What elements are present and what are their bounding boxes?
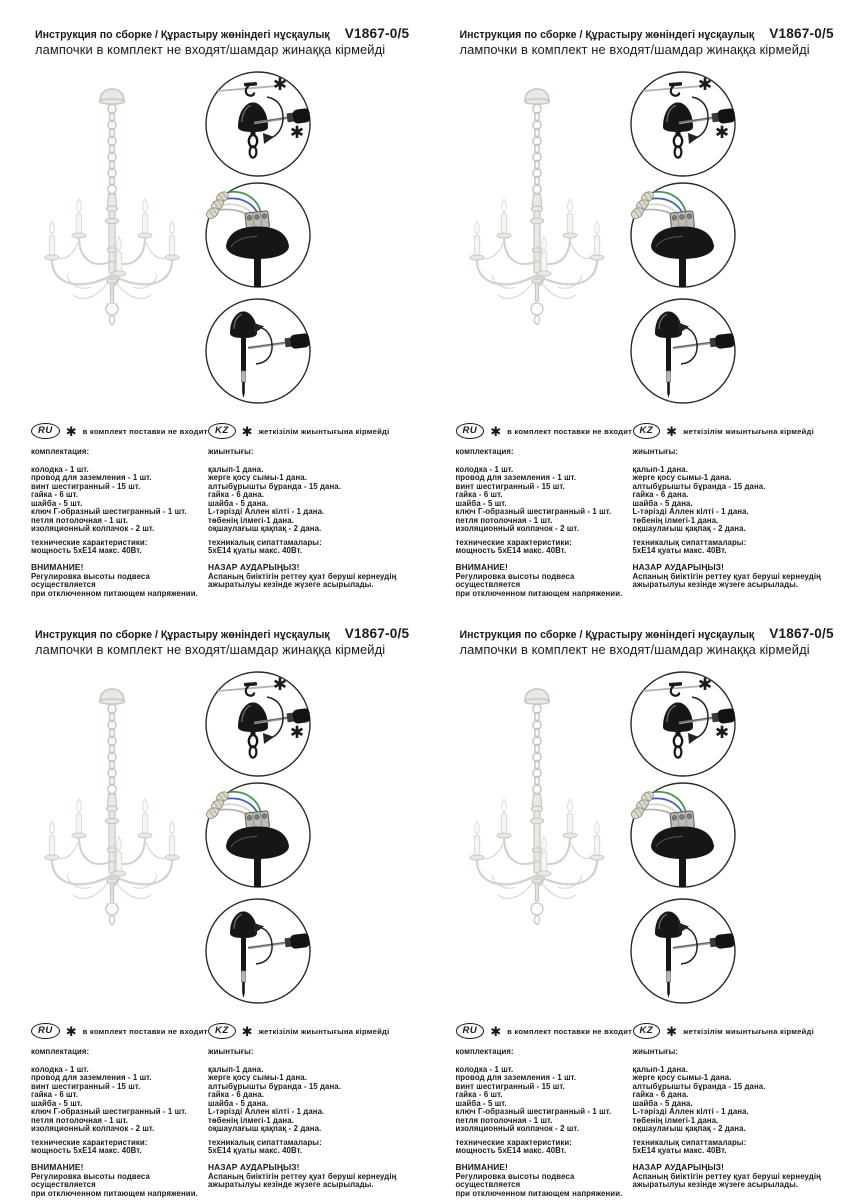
kz-badge: KZ <box>633 1023 661 1039</box>
asterisk-icon: ✱ <box>241 1024 253 1039</box>
header-subtitle: лампочки в комплект не входят/шамдар жинаққа кірмейді <box>35 642 386 657</box>
part-list-item: оқшаулағыш қақпақ - 2 дана. <box>208 1124 322 1133</box>
ru-tech-title: технические характеристики: <box>455 537 573 547</box>
kz-tech-value: 5хЕ14 қуаты макс. 40Вт. <box>208 1146 303 1155</box>
ru-warning <box>31 563 203 599</box>
step-2-wiring-diagram <box>629 781 737 889</box>
kz-warning-title: НАЗАР АУДАРЫҢЫЗ! <box>632 561 724 572</box>
part-list-item: шайба - 5 дана. <box>208 1098 269 1108</box>
kz-parts-list <box>633 1066 845 1134</box>
ru-list-title: комплектация: <box>31 1047 90 1056</box>
part-list-item: алтыбұрышты бұранда - 15 дана. <box>208 1081 341 1091</box>
kz-list-title: жиынтығы: <box>632 447 679 456</box>
part-list-item: ключ Г-образный шестигранный - 1 шт. <box>31 1107 187 1116</box>
footnote-asterisk: ✱ <box>272 75 288 95</box>
part-list-item: петля потолочная - 1 шт. <box>31 1115 129 1125</box>
part-list-item: қалып-1 дана. <box>632 464 688 474</box>
part-list-item: провод для заземления - 1 шт. <box>31 1073 152 1082</box>
part-list-item: гайка - 6 дана. <box>632 490 689 499</box>
kz-warning <box>633 1163 845 1190</box>
part-list-item: гайка - 6 дана. <box>632 1090 689 1099</box>
ru-parts-list <box>31 1066 203 1134</box>
ru-list-title: комплектация: <box>31 447 90 456</box>
kz-warning-line: ажыратылуы кезінде жүзеге асырылады. <box>632 1180 799 1189</box>
part-list-item: изоляционный колпачок - 2 шт. <box>455 524 579 533</box>
part-list-item: гайка - 6 шт. <box>455 490 503 499</box>
part-list-item: жерге қосу сымы-1 дана. <box>208 473 307 482</box>
ru-footnote-text: в комплект поставки не входит <box>507 426 633 436</box>
part-list-item: гайка - 6 шт. <box>31 490 79 499</box>
kz-footnote <box>633 423 814 439</box>
ru-tech-value: мощность 5хЕ14 макс. 40Вт. <box>455 546 567 555</box>
header-subtitle: лампочки в комплект не входят/шамдар жинаққа кірмейді <box>459 642 810 657</box>
part-list-item: L-тәрізді Аллен кілті - 1 дана. <box>208 1107 325 1116</box>
ru-footnote-text: в комплект поставки не входит <box>82 1026 208 1036</box>
ru-parts-column <box>31 1048 203 1198</box>
part-list-item: изоляционный колпачок - 2 шт. <box>31 1124 155 1133</box>
part-list-item: винт шестигранный - 15 шт. <box>31 481 141 491</box>
part-list-item: L-тәрізді Аллен кілті - 1 дана. <box>632 507 749 516</box>
part-list-item: изоляционный колпачок - 2 шт. <box>455 1124 579 1133</box>
part-list-item: ключ Г-образный шестигранный - 1 шт. <box>455 1107 612 1116</box>
part-list-item: алтыбұрышты бұранда - 15 дана. <box>208 481 341 491</box>
part-list-item: шайба - 5 шт. <box>31 498 83 508</box>
asterisk-icon: ✱ <box>65 424 77 439</box>
kz-footnote-text: жеткізілім жиынтығына кірмейді <box>683 1026 814 1036</box>
ru-badge: RU <box>31 1023 60 1039</box>
kz-footnote-text: жеткізілім жиынтығына кірмейді <box>683 426 814 436</box>
ru-warning-line: Регулировка высоты подвеса осуществляется <box>455 1171 575 1189</box>
part-list-item: петля потолочная - 1 шт. <box>455 1115 553 1125</box>
part-list-item: төбенің ілмегі-1 дана. <box>208 1115 294 1125</box>
chandelier-illustration <box>463 84 611 376</box>
kz-parts-list <box>633 466 845 534</box>
step-2-wiring-diagram <box>204 181 312 289</box>
step-3-height-adjust-diagram <box>204 897 312 1005</box>
kz-tech-specs <box>208 1139 420 1156</box>
ru-parts-list <box>456 466 628 534</box>
part-list-item: колодка - 1 шт. <box>31 464 89 474</box>
kz-tech-title: техникалық сипаттамалары: <box>208 537 322 547</box>
kz-footnote-text: жеткізілім жиынтығына кірмейді <box>258 426 390 436</box>
part-list-item: винт шестигранный - 15 шт. <box>31 1081 141 1091</box>
kz-warning <box>208 1163 420 1190</box>
kz-tech-specs <box>208 539 420 556</box>
part-list-item: оқшаулағыш қақпақ - 2 дана. <box>208 524 322 533</box>
ru-footnote-text: в комплект поставки не входит <box>507 1026 633 1036</box>
header-title: Инструкция по сборке / Құрастыру жөніндегі нұсқаулық <box>35 29 330 41</box>
footnote-asterisk: ✱ <box>289 723 305 743</box>
step-1-hook-mount-diagram <box>629 670 737 778</box>
instruction-sheet <box>425 0 849 600</box>
kz-tech-value: 5хЕ14 қуаты макс. 40Вт. <box>632 1146 727 1155</box>
part-list-item: шайба - 5 шт. <box>455 498 507 508</box>
ru-footnote-text: в комплект поставки не входит <box>82 426 208 436</box>
ru-parts-list <box>31 466 203 534</box>
model-number: V1867-0/5 <box>769 626 834 641</box>
part-list-item: гайка - 6 шт. <box>455 1090 503 1099</box>
part-list-item: қалып-1 дана. <box>208 464 264 474</box>
kz-warning <box>208 563 420 590</box>
kz-list-title: жиынтығы: <box>208 1047 254 1056</box>
kz-parts-list <box>208 1066 420 1134</box>
kz-warning-line: ажыратылуы кезінде жүзеге асырылады. <box>632 580 799 589</box>
kz-warning-line: ажыратылуы кезінде жүзеге асырылады. <box>208 1180 374 1189</box>
part-list-item: петля потолочная - 1 шт. <box>455 515 553 525</box>
ru-badge: RU <box>456 1023 485 1039</box>
ru-footnote <box>456 1023 633 1039</box>
ru-footnote <box>456 423 633 439</box>
part-list-item: алтыбұрышты бұранда - 15 дана. <box>632 481 766 491</box>
kz-footnote <box>208 423 389 439</box>
asterisk-icon: ✱ <box>666 424 678 439</box>
kz-warning-line: Аспаның биіктігін реттеу қуат беруші кернеудің <box>208 1171 397 1181</box>
part-list-item: петля потолочная - 1 шт. <box>31 515 129 525</box>
header-subtitle: лампочки в комплект не входят/шамдар жинаққа кірмейді <box>35 42 386 57</box>
part-list-item: ключ Г-образный шестигранный - 1 шт. <box>31 507 187 516</box>
kz-warning <box>633 563 845 590</box>
ru-warning-title: ВНИМАНИЕ! <box>455 1161 508 1172</box>
ru-tech-title: технические характеристики: <box>455 1137 573 1147</box>
ru-footnote <box>31 1023 208 1039</box>
part-list-item: шайба - 5 шт. <box>455 1098 507 1108</box>
part-list-item: гайка - 6 дана. <box>208 490 265 499</box>
sheet-header <box>35 626 409 657</box>
step-1-hook-mount-diagram <box>204 670 312 778</box>
ru-warning-title: ВНИМАНИЕ! <box>31 561 84 572</box>
footnote-asterisk: ✱ <box>272 675 288 695</box>
kz-parts-column <box>633 1048 845 1190</box>
kz-badge: KZ <box>208 1023 236 1039</box>
part-list-item: жерге қосу сымы-1 дана. <box>632 1073 732 1082</box>
part-list-item: шайба - 5 дана. <box>632 1098 693 1108</box>
ru-warning-line: Регулировка высоты подвеса осуществляется <box>455 571 575 589</box>
asterisk-icon: ✱ <box>241 424 253 439</box>
part-list-item: оқшаулағыш қақпақ - 2 дана. <box>632 1124 746 1133</box>
ru-tech-value: мощность 5хЕ14 макс. 40Вт. <box>31 546 142 555</box>
footnote-asterisk: ✱ <box>697 75 712 95</box>
footnote-asterisk: ✱ <box>714 123 729 143</box>
part-list-item: шайба - 5 дана. <box>632 498 693 508</box>
ru-tech-specs <box>31 539 203 556</box>
ru-tech-specs <box>31 1139 203 1156</box>
footnote-asterisk: ✱ <box>697 675 712 695</box>
part-list-item: провод для заземления - 1 шт. <box>31 473 152 482</box>
kz-parts-column <box>208 1048 420 1190</box>
kz-warning-title: НАЗАР АУДАРЫҢЫЗ! <box>208 561 300 572</box>
part-list-item: жерге қосу сымы-1 дана. <box>632 473 732 482</box>
part-list-item: гайка - 6 дана. <box>208 1090 265 1099</box>
kz-warning-title: НАЗАР АУДАРЫҢЫЗ! <box>208 1161 300 1172</box>
ru-parts-column <box>456 1048 628 1198</box>
part-list-item: колодка - 1 шт. <box>455 1064 514 1074</box>
footnote-asterisk: ✱ <box>289 123 305 143</box>
ru-warning-line: Регулировка высоты подвеса осуществляется <box>31 571 150 589</box>
ru-footnote <box>31 423 208 439</box>
kz-list-title: жиынтығы: <box>208 447 254 456</box>
part-list-item: изоляционный колпачок - 2 шт. <box>31 524 155 533</box>
ru-warning-title: ВНИМАНИЕ! <box>455 561 508 572</box>
part-list-item: винт шестигранный - 15 шт. <box>455 1081 565 1091</box>
part-list-item: шайба - 5 дана. <box>208 498 269 508</box>
step-3-height-adjust-diagram <box>204 297 312 405</box>
sheet-header <box>460 26 834 57</box>
part-list-item: жерге қосу сымы-1 дана. <box>208 1073 307 1082</box>
kz-warning-line: Аспаның биіктігін реттеу қуат беруші кернеудің <box>632 571 821 581</box>
instruction-sheet <box>0 0 425 600</box>
kz-warning-line: ажыратылуы кезінде жүзеге асырылады. <box>208 580 374 589</box>
ru-tech-value: мощность 5хЕ14 макс. 40Вт. <box>31 1146 142 1155</box>
ru-warning <box>31 1163 203 1199</box>
ru-warning-line: при отключенном питающем напряжении. <box>455 588 623 598</box>
kz-tech-specs <box>633 539 845 556</box>
step-2-wiring-diagram <box>204 781 312 889</box>
ru-tech-specs <box>456 1139 628 1156</box>
kz-warning-line: Аспаның биіктігін реттеу қуат беруші кернеудің <box>632 1171 821 1181</box>
ru-parts-column <box>456 448 628 598</box>
ru-parts-column <box>31 448 203 598</box>
kz-tech-title: техникалық сипаттамалары: <box>632 537 747 547</box>
step-2-wiring-diagram <box>629 181 737 289</box>
part-list-item: провод для заземления - 1 шт. <box>455 473 577 482</box>
ru-warning-line: при отключенном питающем напряжении. <box>31 588 198 598</box>
ru-parts-list <box>456 1066 628 1134</box>
kz-footnote-text: жеткізілім жиынтығына кірмейді <box>258 1026 390 1036</box>
sheet-header <box>35 26 409 57</box>
part-list-item: төбенің ілмегі-1 дана. <box>632 1115 719 1125</box>
ru-warning <box>456 563 628 599</box>
ru-warning-title: ВНИМАНИЕ! <box>31 1161 84 1172</box>
kz-footnote <box>633 1023 814 1039</box>
part-list-item: колодка - 1 шт. <box>455 464 514 474</box>
kz-parts-list <box>208 466 420 534</box>
kz-tech-specs <box>633 1139 845 1156</box>
asterisk-icon: ✱ <box>65 1024 77 1039</box>
model-number: V1867-0/5 <box>769 26 834 41</box>
part-list-item: төбенің ілмегі-1 дана. <box>632 515 719 525</box>
part-list-item: ключ Г-образный шестигранный - 1 шт. <box>455 507 612 516</box>
kz-parts-column <box>208 448 420 590</box>
kz-parts-column <box>633 448 845 590</box>
chandelier-illustration <box>38 84 186 376</box>
ru-tech-value: мощность 5хЕ14 макс. 40Вт. <box>455 1146 567 1155</box>
asterisk-icon: ✱ <box>490 424 502 439</box>
kz-tech-value: 5хЕ14 қуаты макс. 40Вт. <box>632 546 727 555</box>
part-list-item: қалып-1 дана. <box>208 1064 264 1074</box>
part-list-item: гайка - 6 шт. <box>31 1090 79 1099</box>
part-list-item: провод для заземления - 1 шт. <box>455 1073 577 1082</box>
part-list-item: қалып-1 дана. <box>632 1064 688 1074</box>
kz-footnote <box>208 1023 389 1039</box>
ru-warning <box>456 1163 628 1199</box>
model-number: V1867-0/5 <box>344 26 410 41</box>
chandelier-illustration <box>38 684 186 976</box>
part-list-item: оқшаулағыш қақпақ - 2 дана. <box>632 524 746 533</box>
ru-tech-title: технические характеристики: <box>31 537 148 547</box>
ru-list-title: комплектация: <box>455 1047 514 1056</box>
ru-tech-specs <box>456 539 628 556</box>
kz-tech-value: 5хЕ14 қуаты макс. 40Вт. <box>208 546 303 555</box>
step-1-hook-mount-diagram <box>629 70 737 178</box>
header-title: Инструкция по сборке / Құрастыру жөніндегі нұсқаулық <box>35 629 330 641</box>
header-title: Инструкция по сборке / Құрастыру жөніндегі нұсқаулық <box>459 29 755 41</box>
part-list-item: винт шестигранный - 15 шт. <box>455 481 565 491</box>
instruction-sheet <box>425 600 849 1200</box>
part-list-item: колодка - 1 шт. <box>31 1064 89 1074</box>
kz-tech-title: техникалық сипаттамалары: <box>632 1137 747 1147</box>
ru-warning-line: Регулировка высоты подвеса осуществляется <box>31 1171 150 1189</box>
part-list-item: L-тәрізді Аллен кілті - 1 дана. <box>632 1107 749 1116</box>
footnote-asterisk: ✱ <box>714 723 729 743</box>
instruction-sheet <box>0 600 425 1200</box>
ru-badge: RU <box>31 423 60 439</box>
step-3-height-adjust-diagram <box>629 897 737 1005</box>
sheet-header <box>460 626 834 657</box>
kz-list-title: жиынтығы: <box>632 1047 679 1056</box>
kz-tech-title: техникалық сипаттамалары: <box>208 1137 322 1147</box>
part-list-item: L-тәрізді Аллен кілті - 1 дана. <box>208 507 325 516</box>
part-list-item: шайба - 5 шт. <box>31 1098 83 1108</box>
asterisk-icon: ✱ <box>490 1024 502 1039</box>
asterisk-icon: ✱ <box>666 1024 678 1039</box>
kz-badge: KZ <box>208 423 236 439</box>
kz-warning-title: НАЗАР АУДАРЫҢЫЗ! <box>632 1161 724 1172</box>
kz-badge: KZ <box>633 423 661 439</box>
part-list-item: алтыбұрышты бұранда - 15 дана. <box>632 1081 766 1091</box>
header-subtitle: лампочки в комплект не входят/шамдар жинаққа кірмейді <box>459 42 810 57</box>
ru-badge: RU <box>456 423 485 439</box>
step-3-height-adjust-diagram <box>629 297 737 405</box>
ru-warning-line: при отключенном питающем напряжении. <box>455 1188 623 1198</box>
header-title: Инструкция по сборке / Құрастыру жөніндегі нұсқаулық <box>459 629 755 641</box>
ru-warning-line: при отключенном питающем напряжении. <box>31 1188 198 1198</box>
model-number: V1867-0/5 <box>344 626 410 641</box>
step-1-hook-mount-diagram <box>204 70 312 178</box>
chandelier-illustration <box>463 684 611 976</box>
ru-tech-title: технические характеристики: <box>31 1137 148 1147</box>
part-list-item: төбенің ілмегі-1 дана. <box>208 515 294 525</box>
ru-list-title: комплектация: <box>455 447 514 456</box>
kz-warning-line: Аспаның биіктігін реттеу қуат беруші кернеудің <box>208 571 397 581</box>
